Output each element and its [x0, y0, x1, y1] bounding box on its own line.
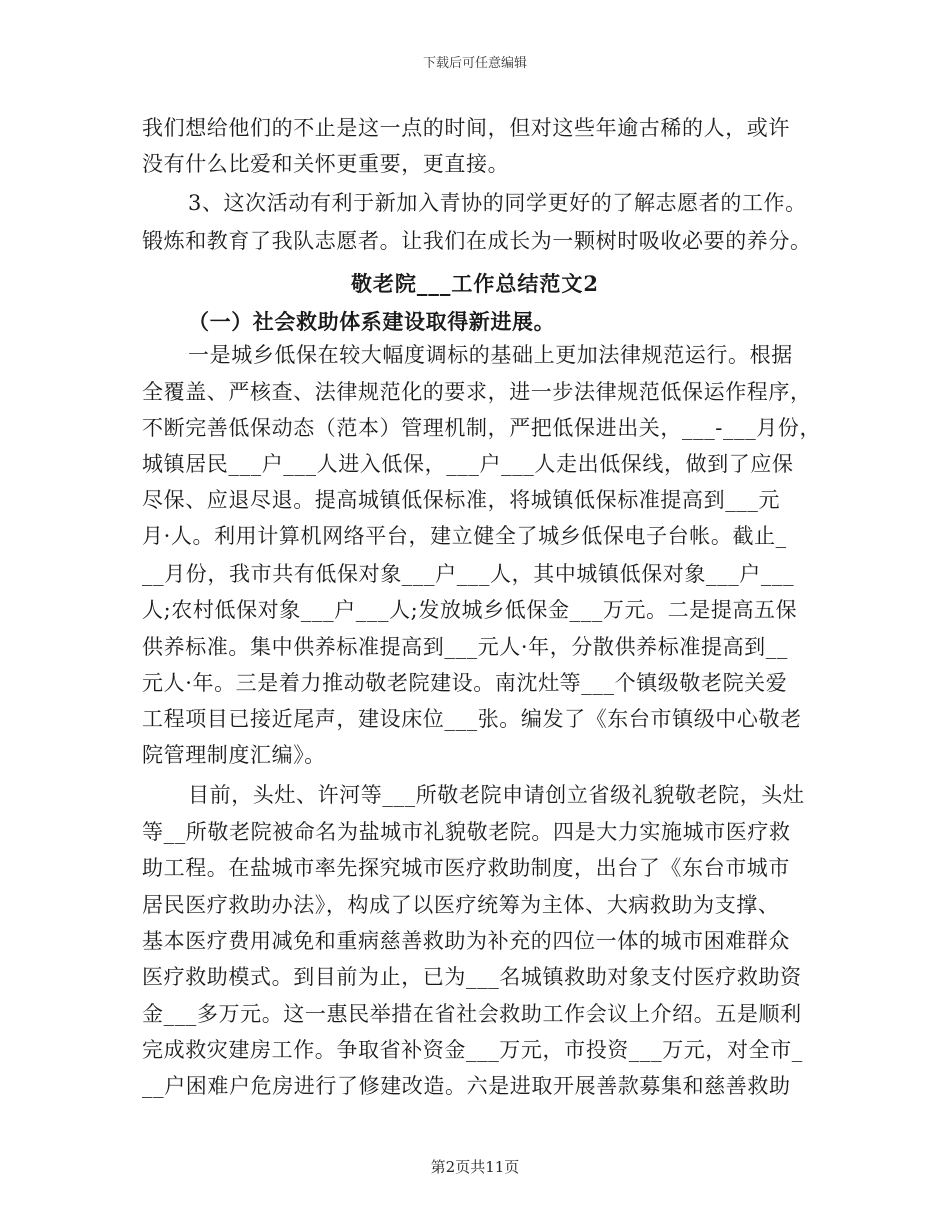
- paragraph-line: 院管理制度汇编》。: [142, 743, 326, 767]
- paragraph-line: 居民医疗救助办法》，构成了以医疗统筹为主体、大病救助为支撑、: [142, 893, 780, 917]
- paragraph-line: __月份，我市共有低保对象___户___人，其中城镇低保对象___户___: [142, 562, 795, 586]
- paragraph-line: 供养标准。集中供养标准提高到___元人·年，分散供养标准提高到__: [142, 635, 788, 659]
- text-line: 3、这次活动有利于新加入青协的同学更好的了解志愿者的工作。: [188, 191, 807, 215]
- paragraph-line: __户困难户危房进行了修建改造。六是进取开展善款募集和慈善救助: [142, 1074, 791, 1098]
- paragraph-line: 城镇居民___户___人进入低保，___户___人走出低保线，做到了应保: [142, 452, 794, 476]
- paragraph-line: 助工程。在盐城市率先探究城市医疗救助制度，出台了《东台市城市: [142, 856, 790, 880]
- subsection-heading: （一）社会救助体系建设取得新进展。: [188, 309, 556, 334]
- text-line: 没有什么比爱和关怀更重要，更直接。: [142, 152, 510, 176]
- section-title: 敬老院___工作总结范文2: [350, 271, 600, 296]
- paragraph-line: 一是城乡低保在较大幅度调标的基础上更加法律规范运行。根据: [188, 343, 793, 367]
- text-line: 我们想给他们的不止是这一点的时间，但对这些年逾古稀的人，或许: [142, 116, 790, 140]
- paragraph-line: 金___多万元。这一惠民举措在省社会救助工作会议上介绍。五是顺利: [142, 1002, 802, 1026]
- paragraph-line: 月·人。利用计算机网络平台，建立健全了城乡低保电子台帐。截止_: [142, 524, 787, 548]
- paragraph-line: 等__所敬老院被命名为盐城市礼貌敬老院。四是大力实施城市医疗救: [142, 820, 791, 844]
- paragraph-line: 目前，头灶、许河等___所敬老院申请创立省级礼貌敬老院，头灶: [188, 783, 805, 807]
- paragraph-line: 基本医疗费用减免和重病慈善救助为补充的四位一体的城市困难群众: [142, 929, 790, 953]
- paragraph-line: 尽保、应退尽退。提高城镇低保标准，将城镇低保标准提高到___元: [142, 488, 781, 512]
- page-footer: 第2页共11页: [430, 1158, 520, 1176]
- paragraph-line: 工程项目已接近尾声，建设床位___张。编发了《东台市镇级中心敬老: [142, 707, 802, 731]
- text-line: 锻炼和教育了我队志愿者。让我们在成长为一颗树时吸收必要的养分。: [142, 229, 812, 253]
- paragraph-line: 医疗救助模式。到目前为止，已为___名城镇救助对象支付医疗救助资: [142, 965, 802, 989]
- paragraph-line: 人;农村低保对象___户___人;发放城乡低保金___万元。二是提高五保: [142, 598, 798, 622]
- paragraph-line: 元人·年。三是着力推动敬老院建设。南沈灶等___个镇级敬老院关爱: [142, 671, 788, 695]
- paragraph-line: 全覆盖、严核查、法律规范化的要求，进一步法律规范低保运作程序，: [142, 380, 812, 404]
- paragraph-line: 完成救灾建房工作。争取省补资金___万元，市投资___万元，对全市_: [142, 1038, 803, 1062]
- page-header: 下载后可任意编辑: [422, 56, 527, 71]
- paragraph-line: 不断完善低保动态（范本）管理机制，严把低保进出关，___-___月份，: [142, 416, 822, 440]
